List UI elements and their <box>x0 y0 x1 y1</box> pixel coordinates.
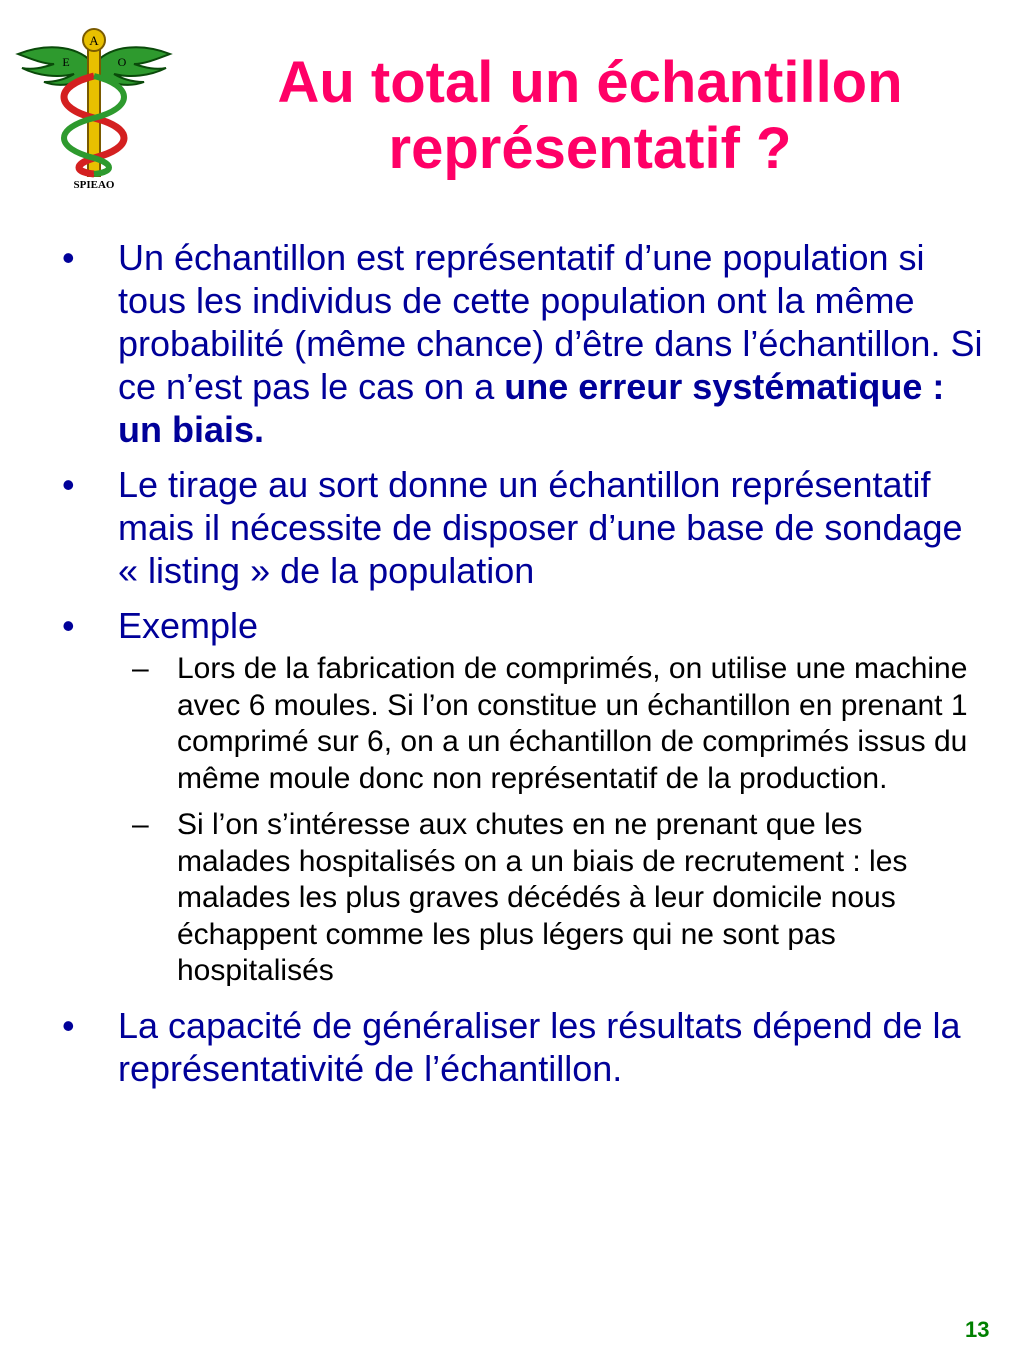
logo-letter-o: O <box>117 55 127 69</box>
bullet-random-sampling <box>0 463 1024 592</box>
example-subitems <box>0 651 1024 990</box>
page-number: 13 <box>965 1317 990 1342</box>
bullet-generalisation <box>0 1004 1024 1090</box>
dash-icon: – <box>132 808 149 841</box>
bullet-example <box>0 604 1024 647</box>
bullet-text: Un échantillon est représentatif d’une population si tous les individus de cette population ont la même probabilité (même chance) d’être dans l’échantillon. Si ce n’est pas le cas on a <box>118 237 983 407</box>
logo <box>14 24 174 192</box>
bullet-icon: • <box>62 237 75 278</box>
bullet-text: Le tirage au sort donne un échantillon représentatif mais il nécessite de disposer d’une base de sondage « listing » de la population <box>118 464 963 591</box>
slide-title <box>230 50 950 182</box>
title-line-1: Au total un échantillon <box>277 50 903 115</box>
logo-letter-e: E <box>62 55 70 69</box>
caduceus-icon <box>14 24 174 192</box>
logo-letter-a: A <box>89 33 99 48</box>
title-line-2: représentatif ? <box>388 116 792 181</box>
subitem-falls-hospital <box>0 807 1024 990</box>
bullet-representative-definition <box>0 236 1024 451</box>
bullet-icon: • <box>62 464 75 505</box>
bullet-text: La capacité de généraliser les résultats dépend de la représentativité de l’échantillon. <box>118 1004 961 1089</box>
bullet-icon: • <box>62 1004 75 1046</box>
subitem-tablet-molds <box>0 651 1024 797</box>
bullet-icon: • <box>62 605 75 646</box>
bullet-text: Exemple <box>118 605 259 646</box>
subitem-text: Si l’on s’intéresse aux chutes en ne prenant que les malades hospitalisés on a un biais de recrutement : les malades les plus graves décédés à leur domicile nous échappent comme les plus légers qui ne sont pas hospitalisés <box>177 808 908 987</box>
bullet-bold-text: une erreur systématique : un biais. <box>118 366 945 450</box>
dash-icon: – <box>132 652 149 685</box>
subitem-text: Lors de la fabrication de comprimés, on utilise une machine avec 6 moules. Si l’on constitue un échantillon en prenant 1 comprimé sur 6, on a un échantillon de comprimés issus du même moule donc non représentatif de la production. <box>177 652 968 795</box>
slide-body <box>0 236 1024 1102</box>
logo-caption: SPIEAO <box>73 179 115 191</box>
